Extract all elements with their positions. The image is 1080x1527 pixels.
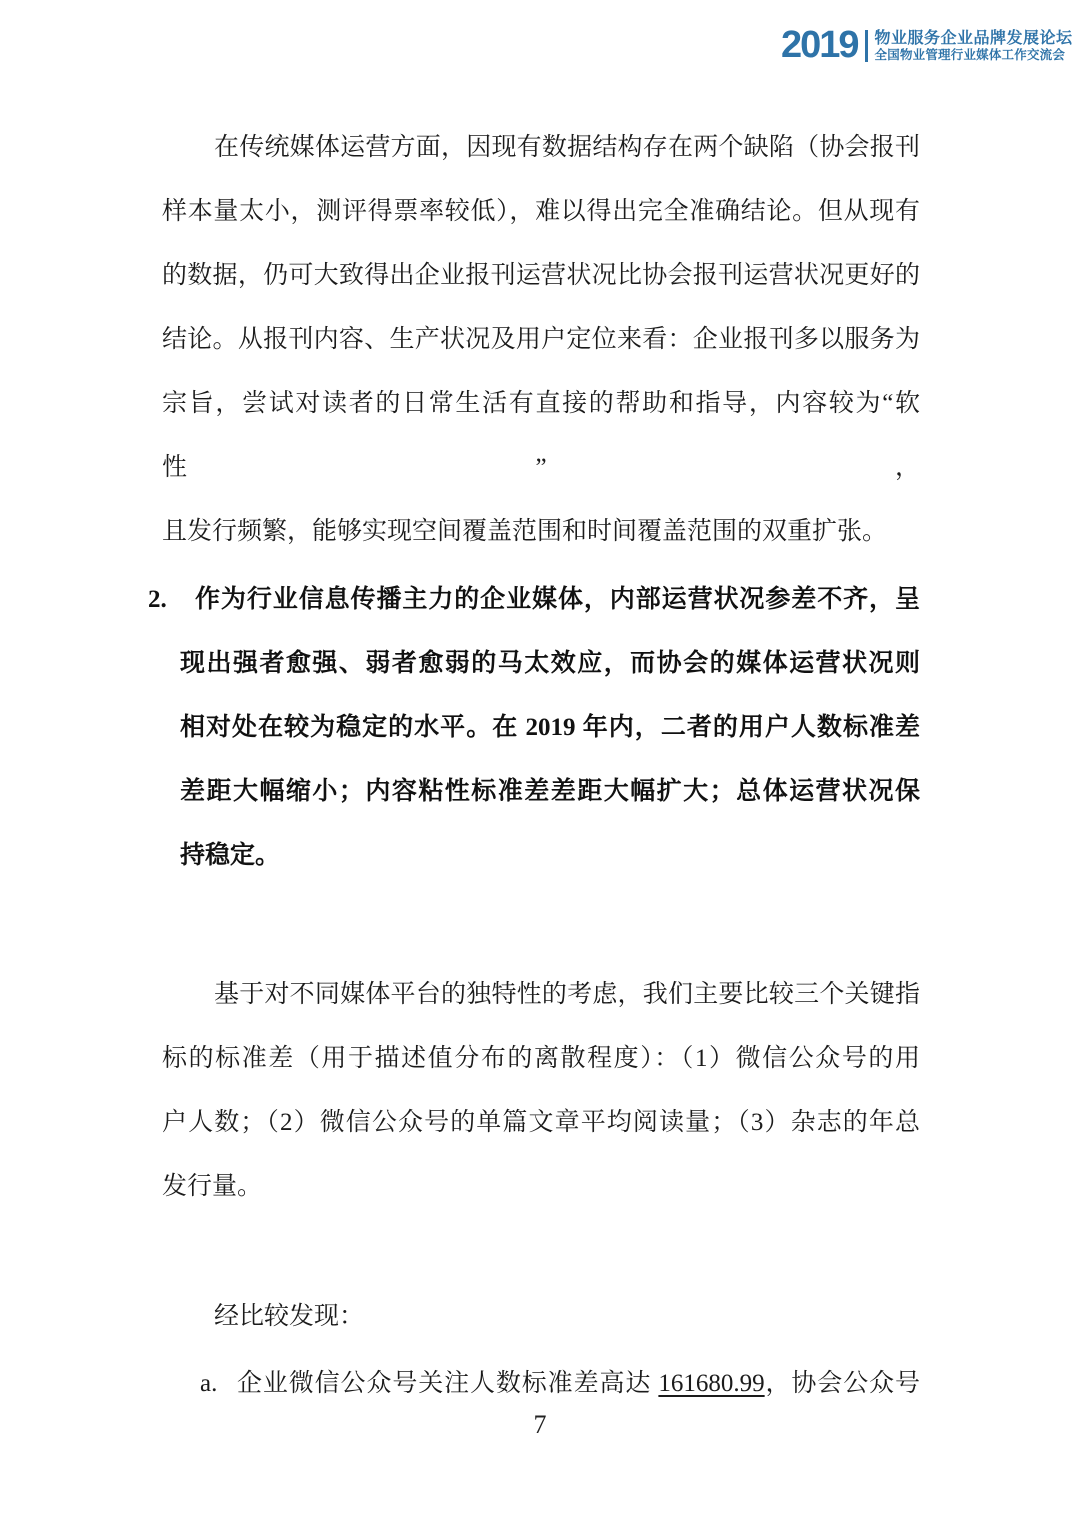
text-line: 宗旨，尝试对读者的日常生活有直接的帮助和指导，内容较为“软性”， (162, 390, 920, 481)
text-line: 在传统媒体运营方面，因现有数据结构存在两个缺陷（协会报刊 (214, 134, 920, 161)
paragraph-traditional-media (162, 116, 920, 564)
comparison-note (162, 1285, 920, 1349)
logo-title-line1: 物业服务企业品牌发展论坛 (874, 29, 1073, 47)
logo-divider (865, 30, 868, 62)
page-number: 7 (533, 1410, 547, 1439)
text-line: 发行量。 (162, 1173, 263, 1200)
list-marker-2: 2. (148, 586, 167, 613)
text-line: 且发行频繁，能够实现空间覆盖范围和时间覆盖范围的双重扩张。 (162, 518, 888, 545)
text-segment: ，协会公众号 (764, 1370, 920, 1397)
logo-title-line2: 全国物业管理行业媒体工作交流会 (874, 47, 1066, 62)
text-line: 户人数；（2）微信公众号的单篇文章平均阅读量；（3）杂志的年总 (162, 1109, 920, 1136)
list-item-2-media-operation (180, 568, 920, 888)
text-line: 持稳定。 (180, 842, 281, 869)
paragraph-three-indicators (162, 963, 920, 1219)
text-line: 现出强者愈强、弱者愈弱的马太效应，而协会的媒体运营状况则 (180, 650, 920, 677)
text-line: 标的标准差（用于描述值分布的离散程度）：（1）微信公众号的用 (162, 1045, 920, 1072)
logo-titles (875, 30, 1073, 62)
text-line: 的数据，仍可大致得出企业报刊运营状况比协会报刊运营状况更好的 (162, 262, 920, 289)
text-line: 经比较发现： (214, 1303, 365, 1330)
text-line: 差距大幅缩小；内容粘性标准差差距大幅扩大；总体运营状况保 (180, 778, 920, 805)
text-line: 结论。从报刊内容、生产状况及用户定位来看：企业报刊多以服务为 (162, 326, 920, 353)
underlined-value: 161680.99 (658, 1370, 765, 1397)
header-logo (781, 24, 1073, 66)
text-line: 基于对不同媒体平台的独特性的考虑，我们主要比较三个关键指 (214, 981, 920, 1008)
logo-year-text: 2019 (781, 24, 858, 66)
text-line: 作为行业信息传播主力的企业媒体，内部运营状况参差不齐，呈 (195, 586, 920, 613)
text-line: 相对处在较为稳定的水平。在 2019 年内，二者的用户人数标准差 (180, 714, 920, 741)
text-segment: 企业微信公众号关注人数标准差高达 (237, 1370, 659, 1397)
text-line: 样本量太小，测评得票率较低），难以得出完全准确结论。但从现有 (162, 198, 920, 225)
list-item-a-std-deviation (237, 1352, 920, 1416)
list-marker-a: a. (200, 1370, 218, 1397)
